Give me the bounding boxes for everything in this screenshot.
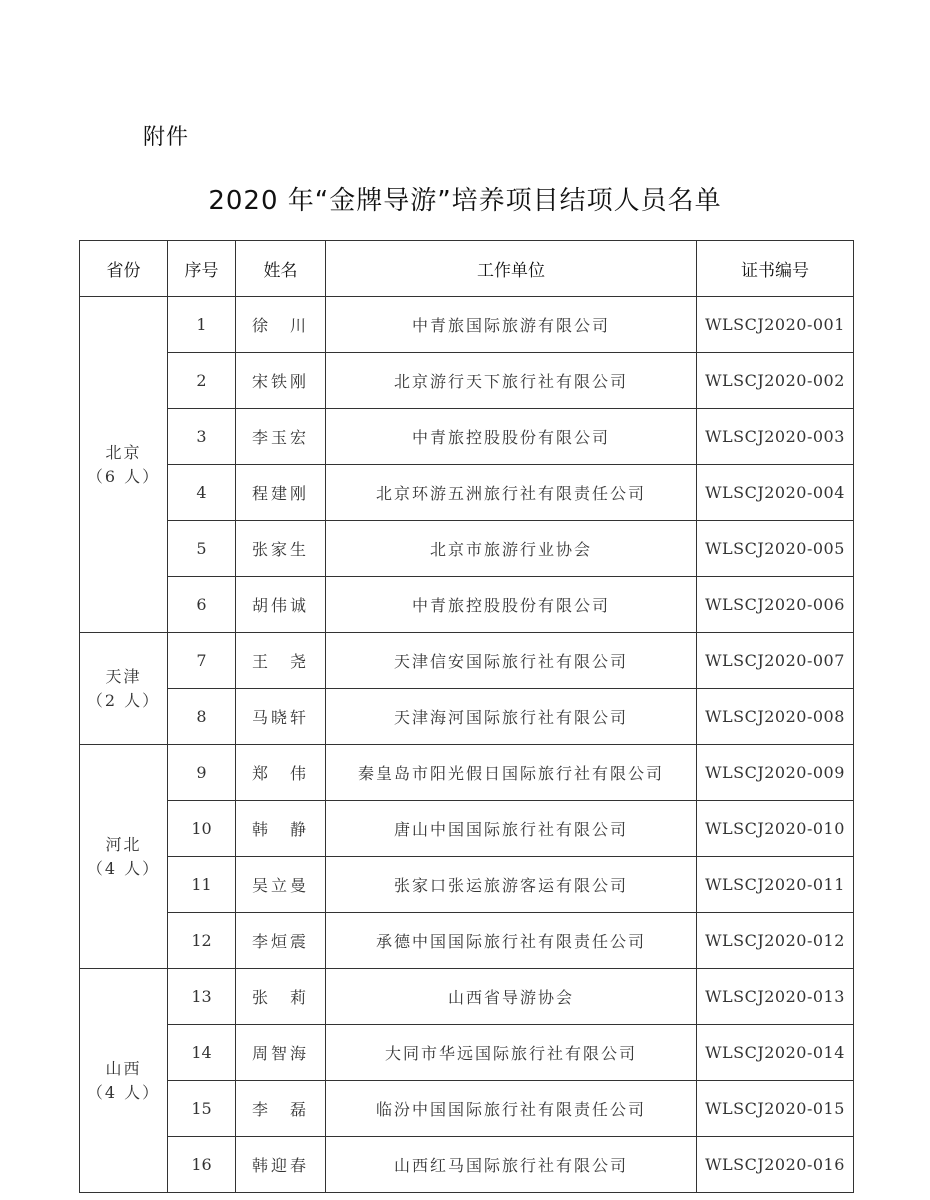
name-cell: 韩 静 [236, 801, 326, 857]
name-cell: 胡伟诚 [236, 577, 326, 633]
work-unit-cell: 唐山中国国际旅行社有限公司 [326, 801, 697, 857]
certificate-number-cell: WLSCJ2020-001 [697, 297, 854, 353]
name-cell: 王 尧 [236, 633, 326, 689]
province-count: （2 人） [86, 690, 161, 710]
serial-number-cell: 9 [168, 745, 236, 801]
header-serial-number: 序号 [168, 241, 236, 297]
serial-number-cell: 14 [168, 1025, 236, 1081]
serial-number-cell: 4 [168, 465, 236, 521]
serial-number-cell: 3 [168, 409, 236, 465]
province-count: （4 人） [86, 1082, 161, 1102]
work-unit-cell: 山西省导游协会 [326, 969, 697, 1025]
province-cell [80, 745, 168, 969]
certificate-number-cell: WLSCJ2020-007 [697, 633, 854, 689]
serial-number-cell: 6 [168, 577, 236, 633]
table-row [80, 633, 854, 689]
name-cell: 张家生 [236, 521, 326, 577]
header-certificate-number: 证书编号 [697, 241, 854, 297]
certificate-number-cell: WLSCJ2020-013 [697, 969, 854, 1025]
name-cell: 程建刚 [236, 465, 326, 521]
table-row [80, 913, 854, 969]
attachment-label: 附件 [143, 125, 190, 150]
header-name: 姓名 [236, 241, 326, 297]
name-cell: 李玉宏 [236, 409, 326, 465]
certificate-number-cell: WLSCJ2020-014 [697, 1025, 854, 1081]
table-row [80, 409, 854, 465]
work-unit-cell: 北京市旅游行业协会 [326, 521, 697, 577]
certificate-number-cell: WLSCJ2020-009 [697, 745, 854, 801]
name-cell: 郑 伟 [236, 745, 326, 801]
certificate-number-cell: WLSCJ2020-003 [697, 409, 854, 465]
table-row [80, 745, 854, 801]
table-header [80, 241, 854, 297]
work-unit-cell: 张家口张运旅游客运有限公司 [326, 857, 697, 913]
table-row [80, 1081, 854, 1137]
certificate-number-cell: WLSCJ2020-012 [697, 913, 854, 969]
table-row [80, 465, 854, 521]
table-row [80, 1025, 854, 1081]
name-cell: 张 莉 [236, 969, 326, 1025]
name-cell: 李 磊 [236, 1081, 326, 1137]
certificate-number-cell: WLSCJ2020-016 [697, 1137, 854, 1193]
serial-number-cell: 10 [168, 801, 236, 857]
certificate-number-cell: WLSCJ2020-005 [697, 521, 854, 577]
certificate-number-cell: WLSCJ2020-006 [697, 577, 854, 633]
province-name: 天津 [105, 666, 142, 686]
name-cell: 马晓轩 [236, 689, 326, 745]
work-unit-cell: 秦皇岛市阳光假日国际旅行社有限公司 [326, 745, 697, 801]
table-row [80, 521, 854, 577]
name-cell: 吴立曼 [236, 857, 326, 913]
certificate-number-cell: WLSCJ2020-011 [697, 857, 854, 913]
serial-number-cell: 8 [168, 689, 236, 745]
name-cell: 周智海 [236, 1025, 326, 1081]
serial-number-cell: 16 [168, 1137, 236, 1193]
serial-number-cell: 7 [168, 633, 236, 689]
serial-number-cell: 12 [168, 913, 236, 969]
table-row [80, 1137, 854, 1193]
table-row [80, 577, 854, 633]
table-row [80, 689, 854, 745]
work-unit-cell: 北京游行天下旅行社有限公司 [326, 353, 697, 409]
work-unit-cell: 承德中国国际旅行社有限责任公司 [326, 913, 697, 969]
work-unit-cell: 大同市华远国际旅行社有限公司 [326, 1025, 697, 1081]
serial-number-cell: 2 [168, 353, 236, 409]
province-cell [80, 969, 168, 1193]
name-cell: 李烜震 [236, 913, 326, 969]
work-unit-cell: 临汾中国国际旅行社有限责任公司 [326, 1081, 697, 1137]
province-cell [80, 297, 168, 633]
province-name: 山西 [105, 1058, 142, 1078]
roster-table [79, 240, 854, 1193]
header-work-unit: 工作单位 [326, 241, 697, 297]
province-cell [80, 633, 168, 745]
serial-number-cell: 11 [168, 857, 236, 913]
work-unit-cell: 山西红马国际旅行社有限公司 [326, 1137, 697, 1193]
name-cell: 韩迎春 [236, 1137, 326, 1193]
table-row [80, 297, 854, 353]
name-cell: 徐 川 [236, 297, 326, 353]
certificate-number-cell: WLSCJ2020-008 [697, 689, 854, 745]
work-unit-cell: 北京环游五洲旅行社有限责任公司 [326, 465, 697, 521]
province-count: （4 人） [86, 858, 161, 878]
serial-number-cell: 1 [168, 297, 236, 353]
work-unit-cell: 天津信安国际旅行社有限公司 [326, 633, 697, 689]
table-row [80, 801, 854, 857]
certificate-number-cell: WLSCJ2020-002 [697, 353, 854, 409]
province-name: 北京 [105, 442, 142, 462]
serial-number-cell: 15 [168, 1081, 236, 1137]
work-unit-cell: 中青旅国际旅游有限公司 [326, 297, 697, 353]
header-row [80, 241, 854, 297]
work-unit-cell: 天津海河国际旅行社有限公司 [326, 689, 697, 745]
work-unit-cell: 中青旅控股股份有限公司 [326, 409, 697, 465]
work-unit-cell: 中青旅控股股份有限公司 [326, 577, 697, 633]
province-count: （6 人） [86, 466, 161, 486]
document-title: 2020 年“金牌导游”培养项目结项人员名单 [208, 186, 722, 216]
table-row [80, 857, 854, 913]
table-body [80, 297, 854, 1193]
name-cell: 宋铁刚 [236, 353, 326, 409]
table-row [80, 969, 854, 1025]
serial-number-cell: 5 [168, 521, 236, 577]
serial-number-cell: 13 [168, 969, 236, 1025]
table-row [80, 353, 854, 409]
certificate-number-cell: WLSCJ2020-010 [697, 801, 854, 857]
certificate-number-cell: WLSCJ2020-004 [697, 465, 854, 521]
header-province: 省份 [80, 241, 168, 297]
province-name: 河北 [105, 834, 142, 854]
certificate-number-cell: WLSCJ2020-015 [697, 1081, 854, 1137]
